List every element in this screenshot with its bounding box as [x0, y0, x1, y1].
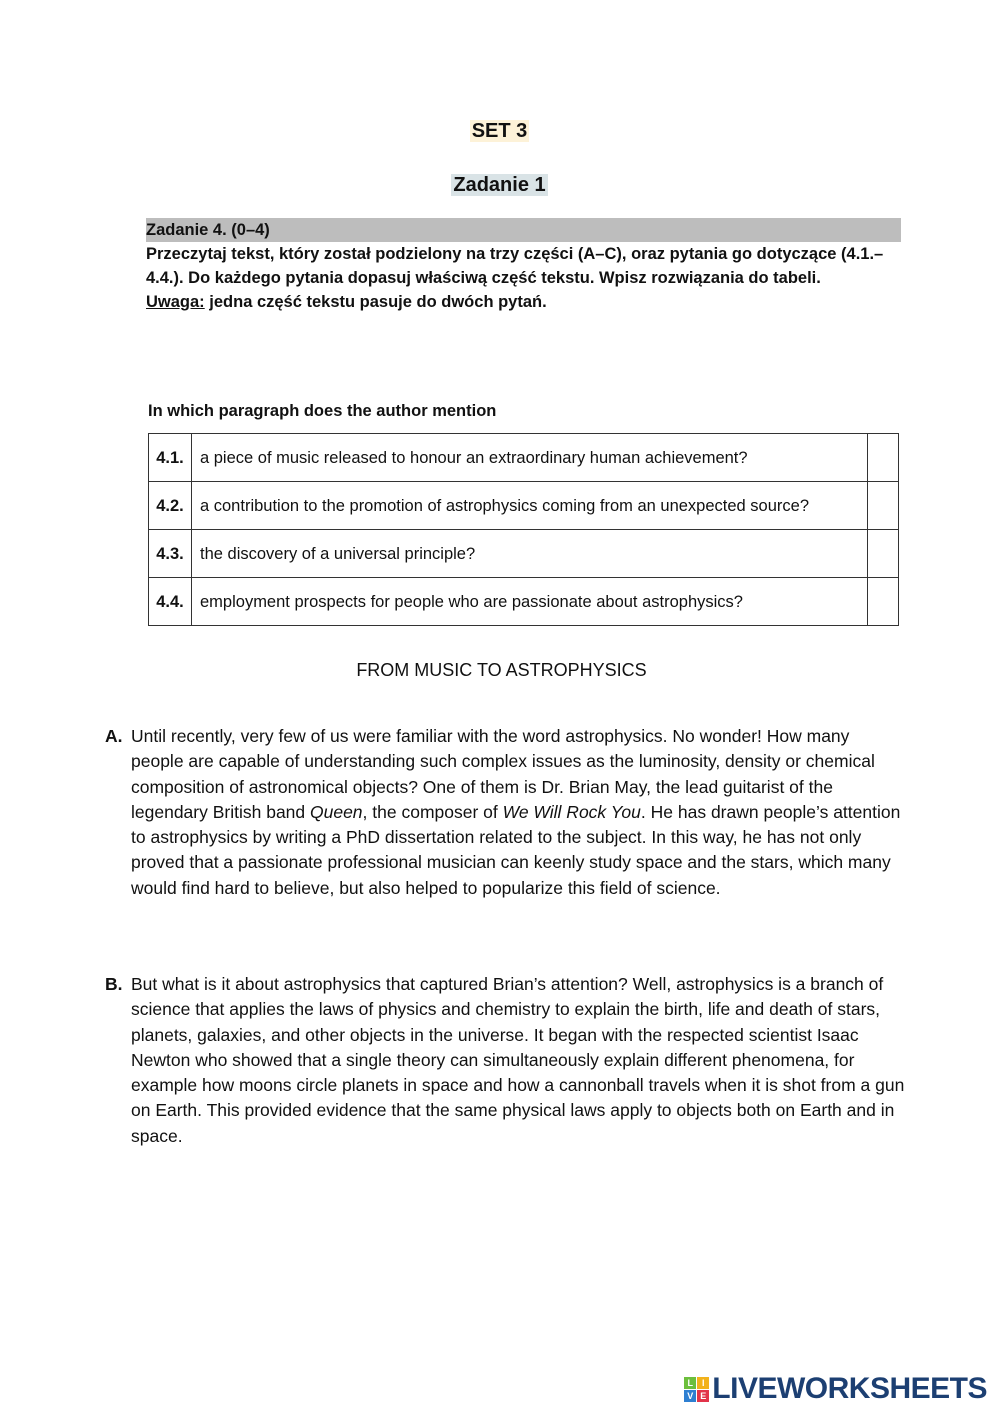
- task-title: [0, 174, 999, 197]
- note-label: Uwaga:: [146, 293, 205, 311]
- paragraph-label: A.: [105, 726, 123, 746]
- question-number: 4.1.: [149, 434, 192, 482]
- paragraph-a: [105, 724, 905, 901]
- instruction-header: Zadanie 4. (0–4): [146, 218, 901, 242]
- question-text: the discovery of a universal principle?: [192, 530, 868, 578]
- logo-letter: V: [684, 1390, 696, 1402]
- logo-letter: I: [697, 1377, 709, 1389]
- question-text: a contribution to the promotion of astrophysics coming from an unexpected source?: [192, 482, 868, 530]
- task-title-text: Zadanie 1: [453, 174, 546, 196]
- answer-input[interactable]: [868, 531, 898, 577]
- paragraph-text: Until recently, very few of us were familiar with the word astrophysics. No wonder! How many people are capable of understanding such complex issues as the luminosity, density or chemical composition of astronomical objects? One of them is Dr. Brian May, the lead guitarist of the legendary British band: [131, 726, 875, 822]
- question-lead: In which paragraph does the author mention: [148, 402, 497, 420]
- question-number: 4.3.: [149, 530, 192, 578]
- article-title: FROM MUSIC TO ASTROPHYSICS: [356, 660, 647, 680]
- question-number: 4.2.: [149, 482, 192, 530]
- table-row: [149, 482, 899, 530]
- band-name: Queen: [310, 801, 363, 822]
- paragraph-text: . He has drawn people’s attention to astrophysics by writing a PhD dissertation related to the subject. In this way, he has not only proved that a passionate professional musician can keenly study space and the stars, which many would find hard to believe, but also helped to popularize this field of science.: [131, 801, 901, 898]
- instruction-block: [146, 218, 901, 314]
- set-title: [0, 120, 999, 143]
- paragraph-text: , the composer of: [362, 801, 503, 822]
- questions-table: [148, 433, 899, 626]
- table-row: [149, 530, 899, 578]
- answer-input[interactable]: [868, 579, 898, 625]
- question-text: employment prospects for people who are passionate about astrophysics?: [192, 578, 868, 626]
- answer-input[interactable]: [868, 483, 898, 529]
- paragraph-b: [105, 972, 905, 1149]
- set-title-text: SET 3: [471, 120, 528, 142]
- answer-input[interactable]: [868, 435, 898, 481]
- logo-letter: L: [684, 1377, 696, 1389]
- note-text: jedna część tekstu pasuje do dwóch pytań.: [204, 293, 547, 311]
- logo-icon: [684, 1377, 709, 1402]
- logo-letter: E: [697, 1390, 709, 1402]
- paragraph-text: But what is it about astrophysics that captured Brian’s attention? Well, astrophysics is a branch of science that applies the laws of physics and chemistry to explain the birth, life and death of stars, planets, galaxies, and other objects in the universe. It began with the respected scientist Isaac Newton who showed that a single theory can simultaneously explain different phenomena, for example how moons circle planets in space and how a cannonball travels when it is shot from a gun on Earth. This provided evidence that the same physical laws apply to objects both on Earth and in space.: [131, 974, 905, 1146]
- instruction-text: Przeczytaj tekst, który został podzielony na trzy części (A–C), oraz pytania go dotyczące (4.1.–4.4.). Do każdego pytania dopasuj właściwą część tekstu. Wpisz rozwiązania do tabeli.: [146, 245, 884, 287]
- question-text: a piece of music released to honour an extraordinary human achievement?: [192, 434, 868, 482]
- paragraph-label: B.: [105, 974, 123, 994]
- liveworksheets-logo: [684, 1372, 987, 1406]
- song-name: We Will Rock You: [502, 801, 641, 822]
- question-number: 4.4.: [149, 578, 192, 626]
- table-row: [149, 434, 899, 482]
- table-row: [149, 578, 899, 626]
- logo-word: LIVEWORKSHEETS: [712, 1372, 987, 1405]
